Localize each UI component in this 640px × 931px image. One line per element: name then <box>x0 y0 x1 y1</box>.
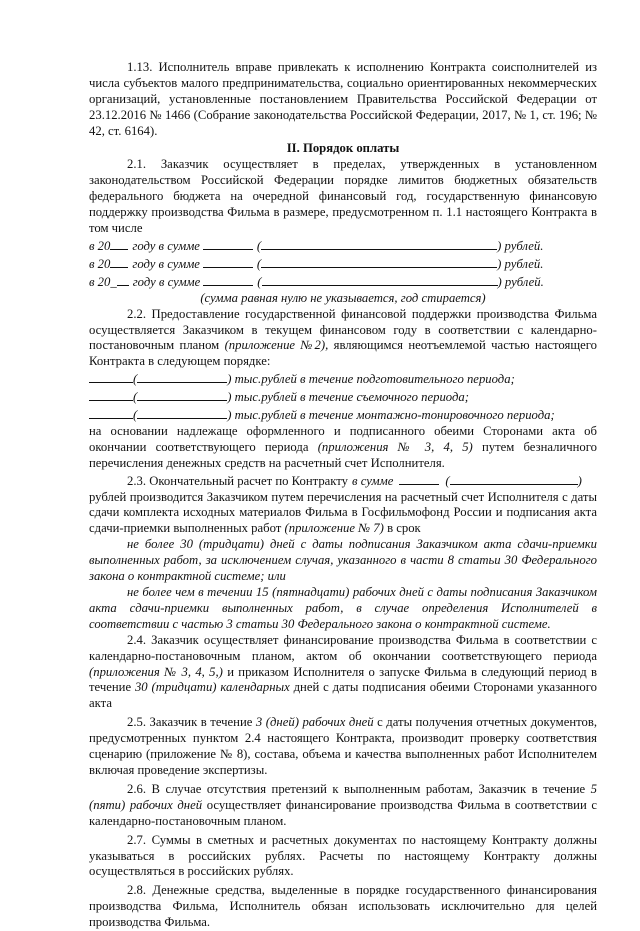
clause-2-3-option-1: не более 30 (тридцати) дней с даты подписания Заказчиком акта сдачи-приемки выполненных работ, за исключением случая, указанного в части 8 статьи 30 Федерального закона о контрактной системе; или <box>89 537 597 584</box>
clause-2-3: рублей производится Заказчиком путем перечисления на расчетный счет Исполнителя с даты сдачи комплекта исходных материалов Фильма в Госфильмофонд России и подписания акта сдачи-приемки выполненных работ (приложение № 7) в срок <box>89 489 597 536</box>
year-blank[interactable] <box>110 237 128 250</box>
clause-2-4: 2.4. Заказчик осуществляет финансирование производства Фильма в соответствии с календарно-постановочным планом, актом об окончании соответствующего периода (приложения № 3, 4, 5,) и приказом Исполнителя о запуске Фильма в следующий период в течение 30 (тридцати) календарных дней с даты подписания обеими Сторонами указанного акта <box>89 632 597 711</box>
amount-words-blank[interactable] <box>261 255 497 268</box>
amount-blank[interactable] <box>203 255 253 268</box>
thousand-words-blank[interactable] <box>137 406 227 419</box>
clause-2-2: 2.2. Предоставление государственной финансовой поддержки производства Фильма осуществляется Заказчиком в текущем финансовом году в соответствии с календарно-постановочным планом (приложение №2), являющимся неотъемлемой частью настоящего Контракта в следующем порядке: <box>89 306 597 369</box>
thousand-amount-blank[interactable] <box>89 388 133 401</box>
document-page <box>89 60 597 931</box>
amount-words-blank[interactable] <box>262 273 498 286</box>
period-row: ( ) тыс.рублей в течение монтажно-тонировочного периода; <box>89 406 597 424</box>
section-title: II. Порядок оплаты <box>286 140 400 155</box>
thousand-words-blank[interactable] <box>137 370 227 383</box>
year-row: в 20 году в сумме ( ) рублей. <box>89 238 544 253</box>
year-blank[interactable] <box>117 273 129 286</box>
clause-2-3-option-2: не более чем в течении 15 (пятнадцати) рабочих дней с даты подписания Заказчиком акта сдачи-приемки выполненных работ, в случае определения Исполнителей в соответствии с частью 3 статьи 30 Федерального закона о контрактной системе. <box>89 585 597 631</box>
period-row: ( ) тыс.рублей в течение съемочного периода; <box>89 388 597 406</box>
clause-2-5: 2.5. Заказчик в течение 3 (дней) рабочих дней с даты получения отчетных документов, предусмотренных пунктом 2.4 настоящего Контракта, производит проверку соответствия сценарию (приложение № 8), состава, объема и качества выполненных работ Исполнителем включая проведение экспертизы. <box>89 715 597 777</box>
thousand-words-blank[interactable] <box>137 388 227 401</box>
thousand-amount-blank[interactable] <box>89 406 133 419</box>
year-row: в 20 году в сумме ( ) рублей. <box>89 256 544 271</box>
clause-2-2-basis: на основании надлежаще оформленного и подписанного обеими Сторонами акта об окончании соответствующего периода (приложения № 3, 4, 5) путем безналичного перечисления денежных средств на расчетный счет Исполнителя. <box>89 423 597 470</box>
final-amount-words-blank[interactable] <box>450 472 578 485</box>
clause-2-1: 2.1. Заказчик осуществляет в пределах, утвержденных в установленном законодательством Российской Федерации порядке лимитов бюджетных обязательств федерального бюджета на очередной финансовый год, государственную финансовую поддержку производства Фильма в размере, предусмотренном п. 1.1 настоящего Контракта в том числе <box>89 157 597 236</box>
note-2-1: (сумма равная нулю не указывается, год стирается) <box>200 290 486 305</box>
clause-2-7: 2.7. Суммы в сметных и расчетных документах по настоящему Контракту должны указываться в российских рублях. Расчеты по настоящему Контракту должны осуществляться в российских рублях. <box>89 832 597 879</box>
amount-words-blank[interactable] <box>261 237 497 250</box>
thousand-amount-blank[interactable] <box>89 370 133 383</box>
clause-2-3-lead: 2.3. Окончательный расчет по Контракту в сумме ( ) <box>127 473 582 488</box>
final-amount-blank[interactable] <box>399 472 439 485</box>
period-rows <box>89 370 597 424</box>
year-row: в 20_ году в сумме ( ) рублей. <box>89 274 544 289</box>
amount-blank[interactable] <box>203 273 253 286</box>
amount-blank[interactable] <box>203 237 253 250</box>
year-rows <box>89 237 597 291</box>
clause-2-6: 2.6. В случае отсутствия претензий к выполненным работам, Заказчик в течение 5 (пяти) рабочих дней осуществляет финансирование производства Фильма в соответствии с календарно-постановочным планом. <box>89 781 597 828</box>
year-blank[interactable] <box>110 255 128 268</box>
period-row: ( ) тыс.рублей в течение подготовительного периода; <box>89 370 597 388</box>
clause-1-13: 1.13. Исполнитель вправе привлекать к исполнению Контракта соисполнителей из числа субъектов малого предпринимательства, социально ориентированных некоммерческих организаций, установленные постановлением Правительства Российской Федерации от 23.12.2016 № 1466 (Собрание законодательства Российской Федерации, 2017, № 1, ст. 196; № 42, ст. 6164). <box>89 60 597 138</box>
clause-2-8: 2.8. Денежные средства, выделенные в порядке государственного финансирования производства Фильма, Исполнитель обязан использовать исключительно для целей производства Фильма. <box>89 883 597 930</box>
